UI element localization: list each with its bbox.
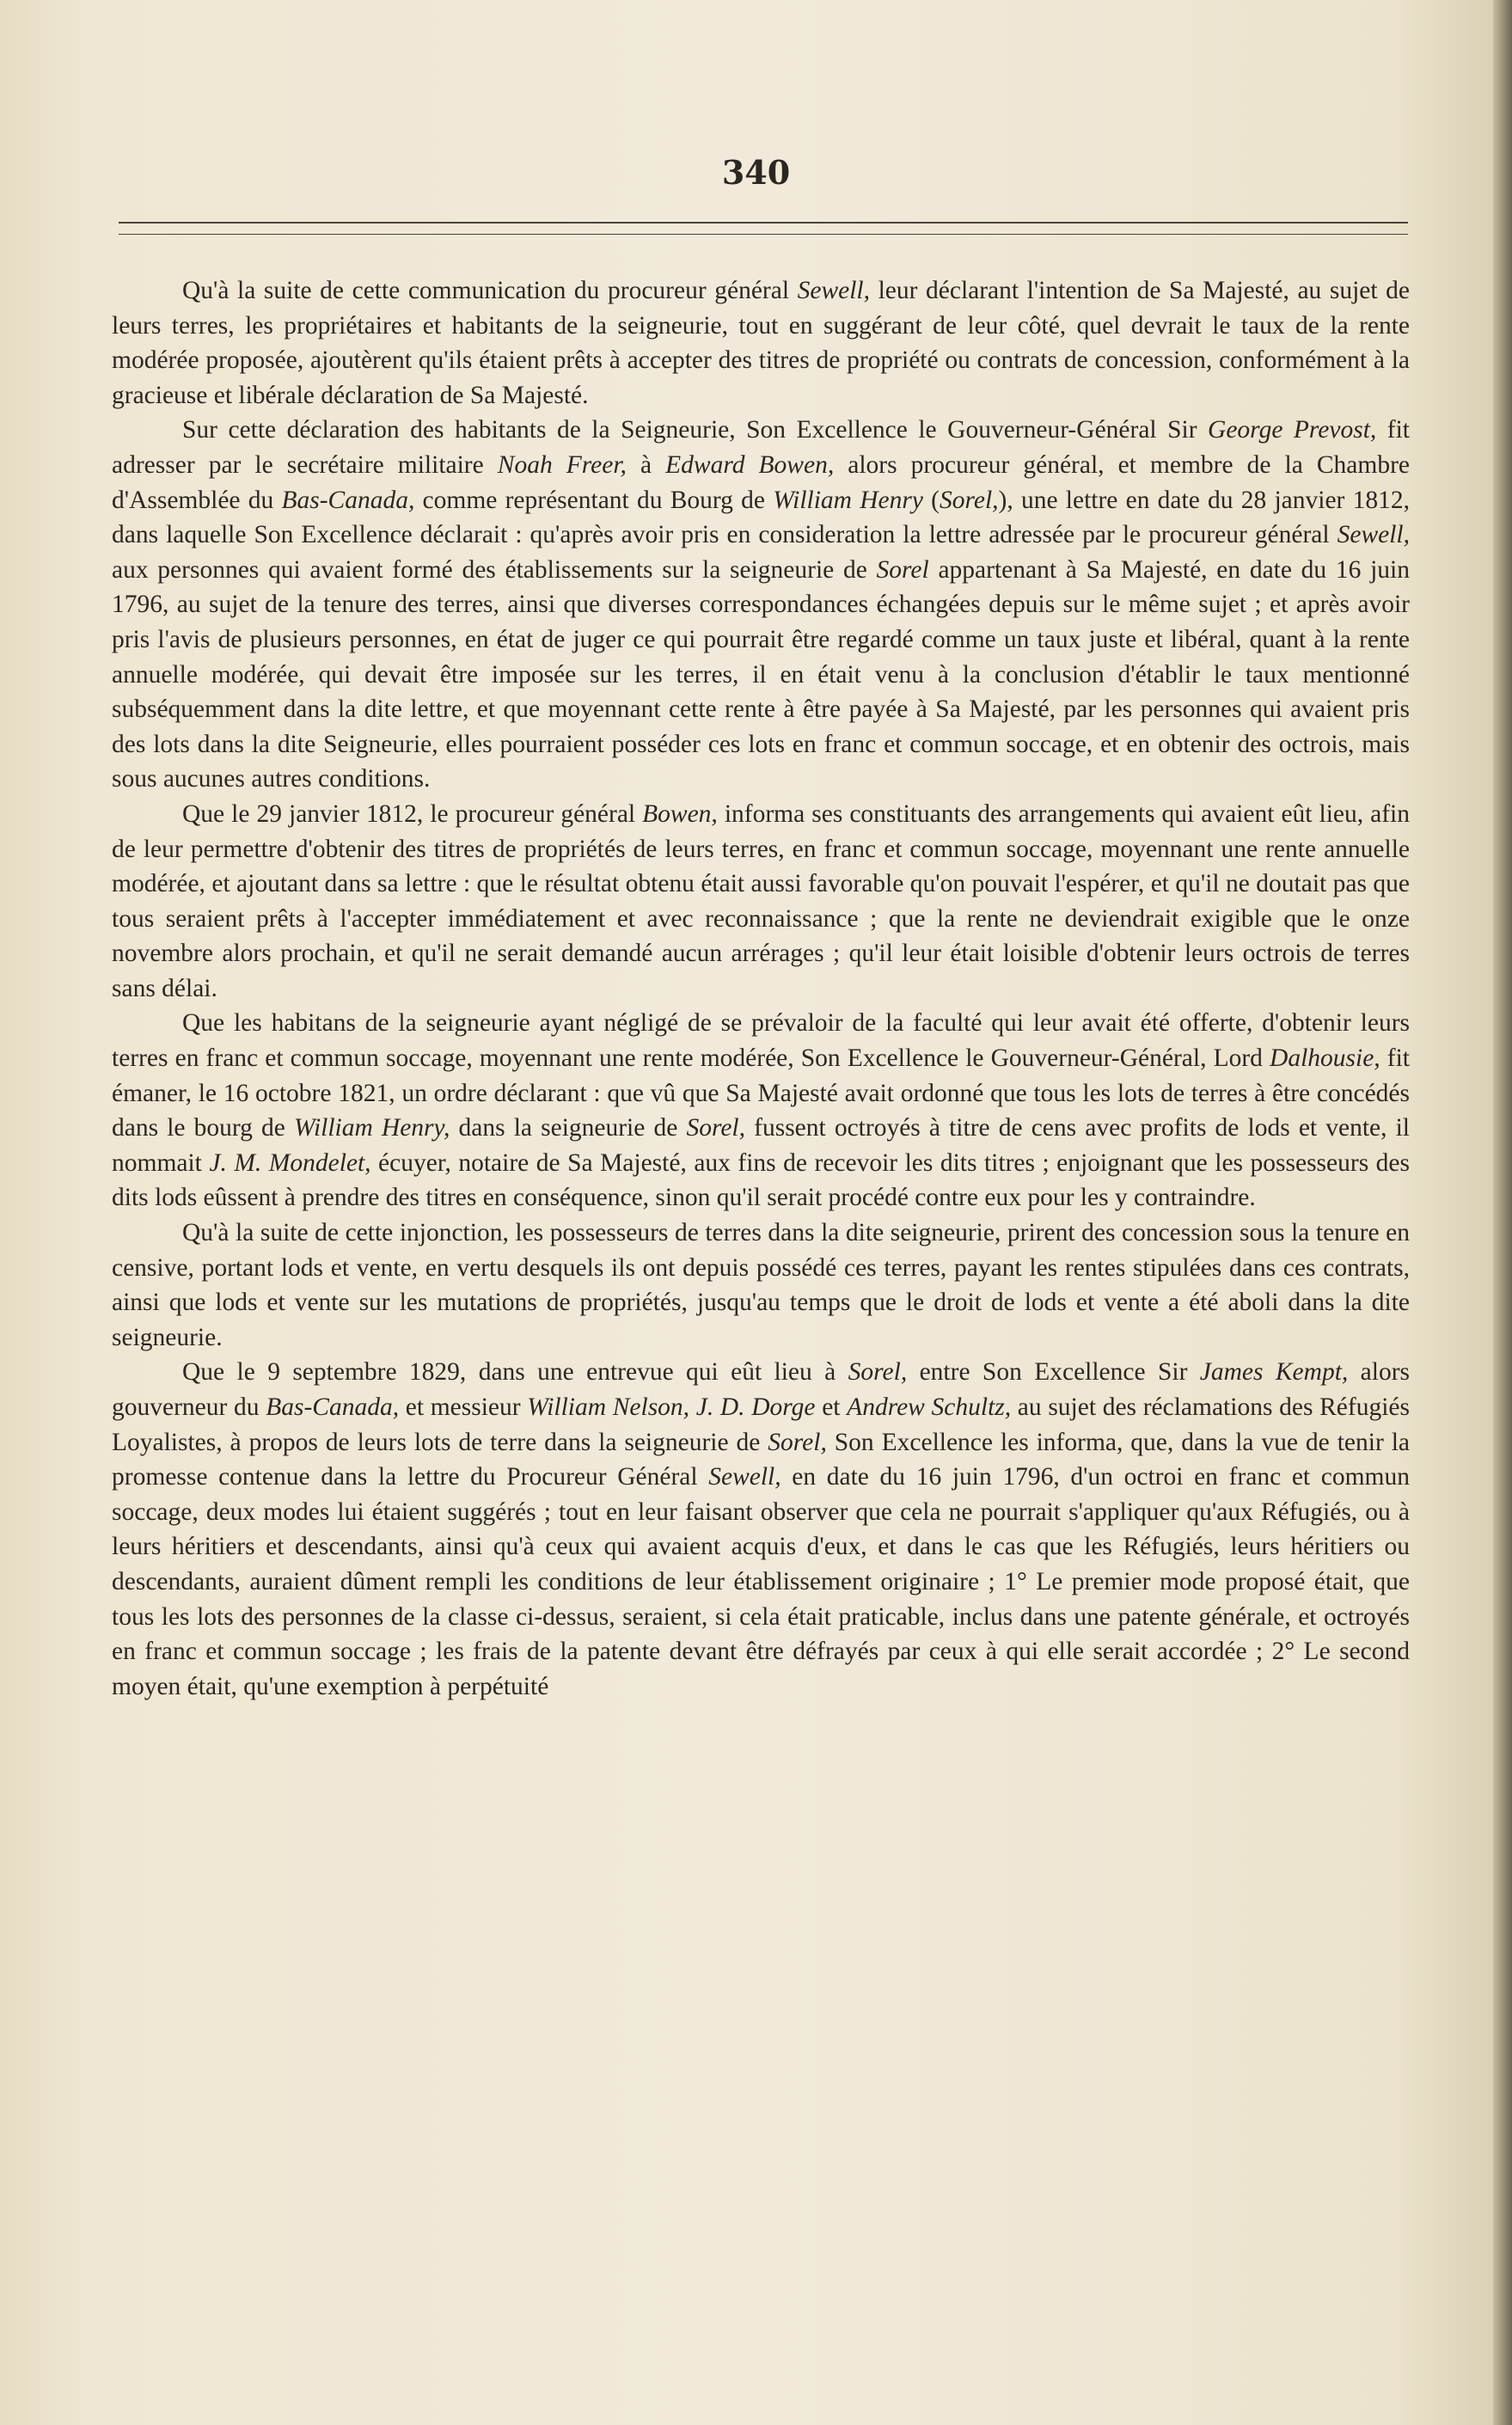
paragraph [112,1355,1410,1704]
text-run: Qu'à la suite de cette communication du procureur général [182,277,798,304]
text-run: Qu'à la suite de cette injonction, les possesseurs de terres dans la dite seigneurie, prirent des concession sous la tenure en censive, portant lods et vente, en vertu desquels ils ont depuis possédé ces terres, payant les rentes stipulées dans ces contrats, ainsi que lods et vente sur les mutations de propriétés, jusqu'au temps que le droit de lods et vente a été aboli dans la dite seigneurie. [112,1219,1410,1351]
italic-name: Edward Bowen, [665,450,835,479]
text-run: et [815,1393,848,1421]
paragraph [112,413,1410,797]
text-run: et messieur [399,1393,528,1421]
italic-name: Sorel, [686,1114,746,1142]
text-run: Que les habitans de la seigneurie ayant négligé de se prévaloir de la faculté qui leur avait été offerte, d'obtenir leurs terres en franc et commun soccage, moyennant une rente modérée, Son Excellence le Gouverneur-Général, Lord [112,1009,1410,1073]
italic-name: William Henry, [294,1114,450,1142]
text-run: alors gouverneur du [112,1358,1411,1421]
text-run: écuyer, notaire de Sa Majesté, aux fins de recevoir les dits titres ; enjoignant que les possesseurs des dits lods eûssent à prendre des titres en conséquence, sinon qu'il serait procédé contre eux pour les y contraindre. [112,1148,1410,1212]
italic-name: J. M. Mondelet, [209,1148,371,1177]
header-rule [119,222,1408,224]
italic-name: Bowen, [642,799,718,828]
text-run: dans la seigneurie de [450,1114,687,1142]
italic-name: Sorel, [848,1358,908,1387]
page-edge [1493,0,1512,2425]
text-run: ), une lettre en date du 28 janvier 1812, dans laquelle Son Excellence déclarait : qu'après avoir pris en consideration la lettre adressée par le procureur général [112,486,1410,549]
text-run: entre Son Excellence Sir [907,1358,1200,1387]
text-run: en date du 16 juin 1796, d'un octroi en franc et commun soccage, deux modes lui étaient suggérés ; tout en leur faisant observer que cela ne pourrait s'appliquer qu'aux Réfugiés, ou à leurs héritiers et descendants, ainsi qu'à ceux qui avaient acquis d'eux, et dans le cas que les Réfugiés, leurs héritiers ou descendants, auraient dûment rempli les conditions de leur établissement originaire ; 1° Le premier mode proposé était, que tous les lots des personnes de la classe ci-dessus, seraient, si cela était praticable, inclus dans une patente générale, et octroyés en franc et commun soccage ; les frais de la patente devant être défrayés par ceux à qui elle serait accordée ; 2° Le second moyen était, qu'une exemption à perpétuité [112,1463,1410,1700]
italic-name: Bas-Canada, [266,1393,400,1421]
text-run: comme représentant du Bourg de [414,486,774,514]
text-run: Que le 29 janvier 1812, le procureur général [182,799,643,828]
italic-name: Dalhousie, [1270,1044,1380,1073]
italic-name: James Kempt, [1199,1358,1349,1387]
italic-name: William Henry [773,486,923,514]
text-run: fit adresser par le secrétaire militaire [112,416,1411,479]
italic-name: Sewell, [1337,521,1410,549]
paragraph [112,1216,1410,1355]
text-run: fit émaner, le 16 octobre 1821, un ordre déclarant : que vû que Sa Majesté avait ordonné que tous les lots de terres à être concédés dans le bourg de [112,1044,1410,1142]
paragraph [112,797,1410,1007]
italic-name: Sorel [876,555,929,584]
text-run: Son Excellence les informa, que, dans la vue de tenir la promesse contenue dans la lettre du Procureur Général [112,1428,1410,1491]
text-run: alors procureur général, et membre de la Chambre d'Assemblée du [112,450,1411,514]
page-number: 340 [721,153,791,192]
text-run: au sujet des réclamations des Réfugiés Loyalistes, à propos de leurs lots de terre dans la seigneurie de [112,1393,1410,1456]
italic-name: Andrew Schultz, [847,1393,1012,1421]
italic-name: Bas-Canada, [281,486,415,514]
header-rule-thin [119,234,1408,235]
text-run: leur déclarant l'intention de Sa Majesté, au sujet de leurs terres, les propriétaires et habitants de la seigneurie, tout en suggérant de leur côté, quel devrait le taux de la rente modérée proposée, ajoutèrent qu'ils étaient prêts à accepter des titres de propriété ou contrats de concession, conformément à la gracieuse et libérale déclaration de Sa Majesté. [112,277,1410,409]
paragraph [112,1006,1410,1216]
text-run: Sur cette déclaration des habitants de la Seigneurie, Son Excellence le Gouverneur-Général Sir [182,416,1209,444]
text-run: fussent octroyés à titre de cens avec profits de lods et vente, il nommait [112,1114,1411,1177]
italic-name: George Prevost, [1208,416,1377,444]
text-run: informa ses constituants des arrangements qui avaient eût lieu, afin de leur permettre d'obtenir des titres de propriétés de leurs terres, en franc et commun soccage, moyennant une rente annuelle modérée, et ajoutant dans sa lettre : que le résultat obtenu était aussi favorable qu'on pouvait l'espérer, et qu'il ne doutait pas que tous seraient prêts à l'accepter immédiatement et avec reconnaissance ; que la rente ne deviendrait exigible que le onze novembre alors prochain, et qu'il ne serait demandé aucun arrérages ; qu'il leur était loisible d'obtenir leurs octrois de terres sans délai. [112,799,1410,1002]
text-run: ( [922,486,940,514]
italic-name: William Nelson, J. D. Dorge [527,1393,816,1421]
text-run: appartenant à Sa Majesté, en date du 16 juin 1796, au sujet de la tenure des terres, ainsi que diverses correspondances échangées depuis sur le même sujet ; et après avoir pris l'avis de plusieurs personnes, en état de juger ce qui pourrait être regardé comme un taux juste et libéral, quant à la rente annuelle modérée, qui devait être imposée sur les terres, il en était venu à la conclusion d'établir le taux mentionné subséquemment dans la dite lettre, et que moyennant cette rente à être payée à Sa Majesté, par les personnes qui avaient pris des lots dans la dite Seigneurie, elles pourraient posséder ces lots en franc et commun soccage, et en obtenir des octrois, mais sous aucunes autres conditions. [112,555,1410,793]
paragraph [112,273,1410,413]
text-run: aux personnes qui avaient formé des établissements sur la seigneurie de [112,555,877,584]
italic-name: Sorel, [768,1428,827,1456]
italic-name: Sewell, [797,277,870,304]
text-run: Que le 9 septembre 1829, dans une entrevue qui eût lieu à [182,1358,848,1387]
italic-name: Noah Freer, [497,450,627,479]
italic-name: Sewell, [708,1463,781,1491]
italic-name: Sorel, [939,486,999,514]
body-text [112,273,1410,1704]
text-run: à [626,450,666,479]
